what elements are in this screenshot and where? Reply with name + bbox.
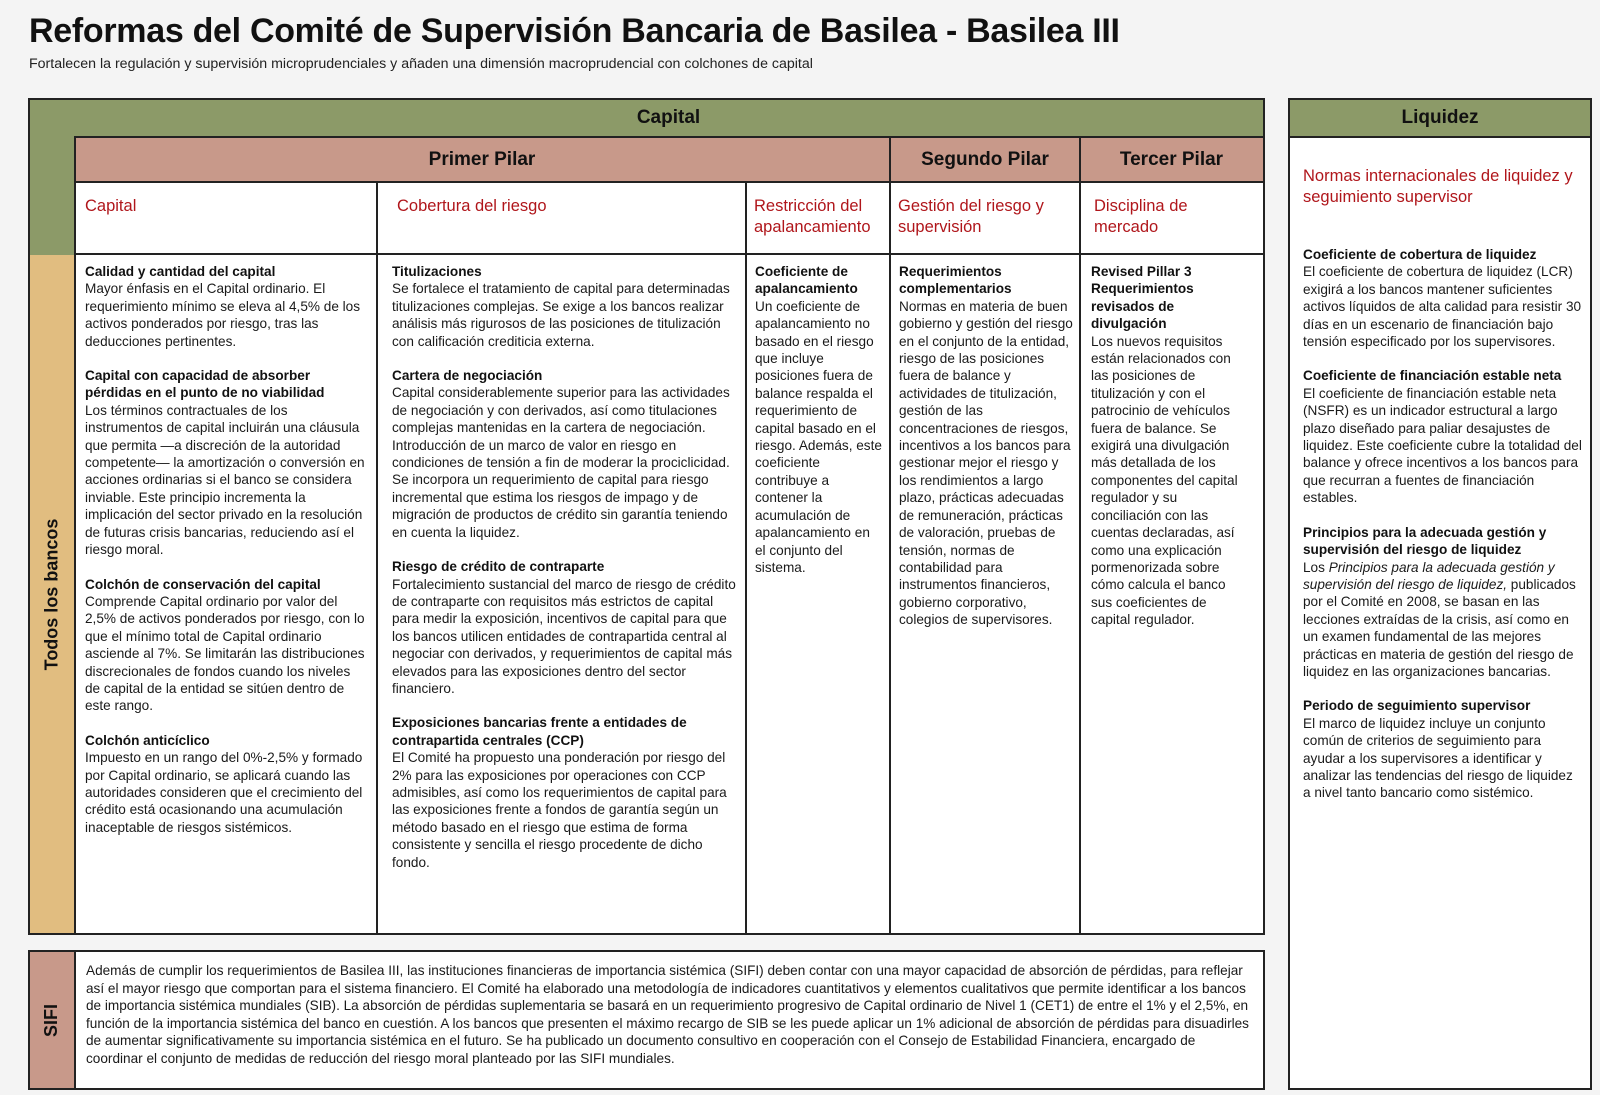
divider-3 <box>889 138 891 933</box>
block-text: Capital considerablemente superior para las actividades de negociación y con derivados, así como titulaciones complejas mantenidas en la cartera de negociación. Introducción de un marco de valor en riesgo en condiciones de tensión a fin de moderar la prociclicidad. Se incorpora un requerimiento de capital para riesgo incremental que estima los riesgos de impago y de migración de productos de crédito sin garantía teniendo en cuenta la liquidez. <box>392 385 730 540</box>
sifi-label-wrap <box>30 952 74 1088</box>
first-pillar-header: Primer Pilar <box>428 148 536 170</box>
col-body-risk-management <box>899 263 1073 646</box>
col-body-market-discipline <box>1091 263 1241 646</box>
sifi-section <box>28 950 1265 1090</box>
sifi-label: SIFI <box>41 1003 62 1037</box>
block-text: Un coeficiente de apalancamiento no basado en el riesgo que incluye posiciones fuera de balance respalda el requerimiento de capital basado en el riesgo. Además, este coeficiente contribuye a contener la acumulación de apalancamiento en el conjunto del sistema. <box>755 298 882 575</box>
block-text: publicados por el Comité en 2008, se basan en las lecciones extraídas de la crisis, así como en un examen fundamental de las mejores prácticas en materia de gestión del riesgo de liquidez en las organizaciones bancarias. <box>1303 576 1576 679</box>
third-pillar-header: Tercer Pilar <box>1119 148 1224 170</box>
block-title: Titulizaciones <box>392 264 482 279</box>
block-title: Periodo de seguimiento supervisor <box>1303 698 1531 714</box>
col-heading-capital: Capital <box>85 197 137 215</box>
content-block <box>85 732 365 836</box>
block-title: Capital con capacidad de absorber pérdidas en el punto de no viabilidad <box>85 368 325 401</box>
col-body-capital <box>85 263 365 853</box>
sifi-divider <box>74 952 76 1088</box>
block-text: El coeficiente de cobertura de liquidez (LCR) exigirá a los bancos mantener suficientes activos líquidos de alta calidad para resistir 30 días en un escenario de financiación bajo tensión especificado por los supervisores. <box>1303 264 1582 350</box>
block-text: Se fortalece el tratamiento de capital para determinadas titulizaciones complejas. Se exige a los bancos realizar análisis más rigurosos de las posiciones de titulización con calificación crediticia externa. <box>392 281 730 349</box>
block-text: Los nuevos requisitos están relacionados con las posiciones de titulización y con el patrocinio de vehículos fuera de balance. Se exigirá una divulgación más detallada de los componentes del capital regulador y su conciliación con las cuentas declaradas, así como una explicación pormenorizada sobre cómo calcula el banco sus coeficientes de capital regulador. <box>1091 333 1238 628</box>
block-title: Revised Pillar 3 Requerimientos revisados de divulgación <box>1091 264 1194 332</box>
capital-section <box>28 98 1265 935</box>
block-title: Exposiciones bancarias frente a entidades de contrapartida centrales (CCP) <box>392 715 687 748</box>
block-title: Coeficiente de financiación estable neta <box>1303 368 1562 384</box>
block-title: Riesgo de crédito de contraparte <box>392 559 605 575</box>
all-banks-label-wrap <box>30 255 74 933</box>
col-heading-risk-coverage: Cobertura del riesgo <box>397 197 547 215</box>
col-body-leverage <box>755 263 883 593</box>
col-heading-risk-management: Gestión del riesgo y supervisión <box>898 197 1044 236</box>
capital-header: Capital <box>74 100 1263 138</box>
content-block <box>899 263 1073 629</box>
block-text: Los términos contractuales de los instrumentos de capital incluirán una cláusula que permita —a discreción de la autoridad competente— la amortización o conversión en acciones ordinarias si el banco se considera inviable. Este principio incrementa la implicación del sector privado en la resolución de futuras crisis bancarias, reduciendo así el riesgo moral. <box>85 402 365 558</box>
liquidity-body <box>1303 246 1582 819</box>
content-block <box>85 263 365 350</box>
block-text-italic: Principios para la adecuada gestión y supervisión del riesgo de liquidez, <box>1303 559 1555 592</box>
col-body-risk-coverage <box>392 263 738 888</box>
divider-1 <box>376 183 378 933</box>
page-title: Reformas del Comité de Supervisión Bancaria de Basilea - Basilea III <box>29 12 1120 50</box>
content-block <box>1303 246 1582 350</box>
block-text: El Comité ha propuesto una ponderación por riesgo del 2% para las exposiciones por operaciones con CCP admisibles, así como los requerimientos de capital para las exposiciones frente a fondos de garantía según un método basado en el riesgo que estima de forma consistente y sencilla el riesgo procedente de dicho fondo. <box>392 750 727 870</box>
content-block <box>1091 263 1241 629</box>
block-title: Cartera de negociación <box>392 368 543 384</box>
divider-left <box>74 138 76 933</box>
content-block <box>392 558 738 697</box>
col-heading-leverage: Restricción del apalancamiento <box>754 197 871 236</box>
block-text: Normas en materia de buen gobierno y gestión del riesgo en el conjunto de la entidad, riesgo de las posiciones fuera de balance y actividades de titulización, gestión de las concentraciones de riesgos, incentivos a los bancos para gestionar mejor el riesgo y los rendimientos a largo plazo, prácticas adecuadas de remuneración, prácticas de valoración, pruebas de tensión, normas de contabilidad para instrumentos financieros, gobierno corporativo, colegios de supervisores. <box>899 298 1073 628</box>
divider-4 <box>1079 138 1081 933</box>
second-pillar-header: Segundo Pilar <box>921 148 1049 170</box>
content-block <box>85 367 365 558</box>
block-text: El marco de liquidez incluye un conjunto común de criterios de seguimiento para ayudar a los supervisores a identificar y analizar las tendencias del riesgo de liquidez a nivel tanto bancario como sistémico. <box>1303 715 1573 801</box>
content-block <box>392 367 738 541</box>
content-block <box>755 263 883 576</box>
block-text: Fortalecimiento sustancial del marco de riesgo de crédito de contraparte con requisitos más estrictos de capital para medir la exposición, incentivos de capital para que los bancos utilicen entidades de contrapartida central al negociar con derivados, y requerimientos de capital más elevados para las exposiciones dentro del sector financiero. <box>392 576 736 696</box>
page-subtitle: Fortalecen la regulación y supervisión microprudenciales y añaden una dimensión macroprudencial con colchones de capital <box>29 56 813 72</box>
block-title: Coeficiente de apalancamiento <box>755 264 858 297</box>
block-title: Principios para la adecuada gestión y supervisión del riesgo de liquidez <box>1303 524 1547 558</box>
block-text: Impuesto en un rango del 0%-2,5% y formado por Capital ordinario, se aplicará cuando las autoridades consideren que el crecimiento del crédito está ocasionando una acumulación inaceptable de riesgos sistémicos. <box>85 750 363 835</box>
block-title: Calidad y cantidad del capital <box>85 264 276 279</box>
content-block <box>1303 367 1582 506</box>
content-block <box>85 576 365 715</box>
liquidity-subheading: Normas internacionales de liquidez y seguimiento supervisor <box>1303 167 1573 206</box>
liquidity-section <box>1288 98 1592 1090</box>
pillar-row <box>74 138 1263 183</box>
block-title: Coeficiente de cobertura de liquidez <box>1303 247 1537 262</box>
content-block <box>1303 697 1582 801</box>
all-banks-label: Todos los bancos <box>41 518 62 670</box>
content-block <box>392 263 738 350</box>
block-title: Colchón anticíclico <box>85 732 210 748</box>
block-title: Requerimientos complementarios <box>899 264 1012 297</box>
divider-2 <box>745 183 747 933</box>
content-block <box>1303 524 1582 681</box>
content-block <box>392 714 738 871</box>
col-heading-market-discipline: Disciplina de mercado <box>1094 197 1188 236</box>
block-title: Colchón de conservación del capital <box>85 576 321 592</box>
column-heading-row <box>74 183 1263 255</box>
block-text: El coeficiente de financiación estable neta (NSFR) es un indicador estructural a largo plazo diseñado para paliar desajustes de liquidez. Este coeficiente cubre la totalidad del balance y ofrece incentivos a los bancos para que recurran a fuentes de financiación estables. <box>1303 385 1582 506</box>
sifi-text: Además de cumplir los requerimientos de Basilea III, las instituciones financieras de importancia sistémica (SIFI) deben contar con una mayor capacidad de absorción de pérdidas, para reflejar así el mayor riesgo que comportan para el sistema financiero. El Comité ha elaborado una metodología de indicadores cuantitativos y elementos cualitativos que permite identificar a los bancos de importancia sistémica mundiales (SIB). La absorción de pérdidas suplementaria se basará en un requerimiento progresivo de Capital ordinario de Nivel 1 (CET1) de entre el 1% y el 2,5%, en función de la importancia sistémica del banco en cuestión. A los bancos que presenten el máximo recargo de SIB se les puede aplicar un 1% adicional de absorción de pérdidas para disuadirles de aumentar significativamente su importancia sistémica en el futuro. Se ha publicado un documento consultivo en cooperación con el Consejo de Estabilidad Financiera, encargado de coordinar el conjunto de medidas de reducción del riesgo moral planteado por las SIFI mundiales. <box>86 963 1249 1066</box>
liquidity-header: Liquidez <box>1290 100 1590 138</box>
capital-sidebar-top <box>30 100 74 255</box>
block-text-prefix: Los <box>1303 559 1329 575</box>
block-text: Comprende Capital ordinario por valor del 2,5% de activos ponderados por riesgo, con lo que el mínimo total de Capital ordinario asciende al 7%. Se limitarán las distribuciones discrecionales de fondos cuando los niveles de capital de la entidad se sitúen dentro de este rango. <box>85 593 365 714</box>
block-text: Mayor énfasis en el Capital ordinario. El requerimiento mínimo se eleva al 4,5% de los activos ponderados por riesgo, tras las deducciones pertinentes. <box>85 281 361 349</box>
